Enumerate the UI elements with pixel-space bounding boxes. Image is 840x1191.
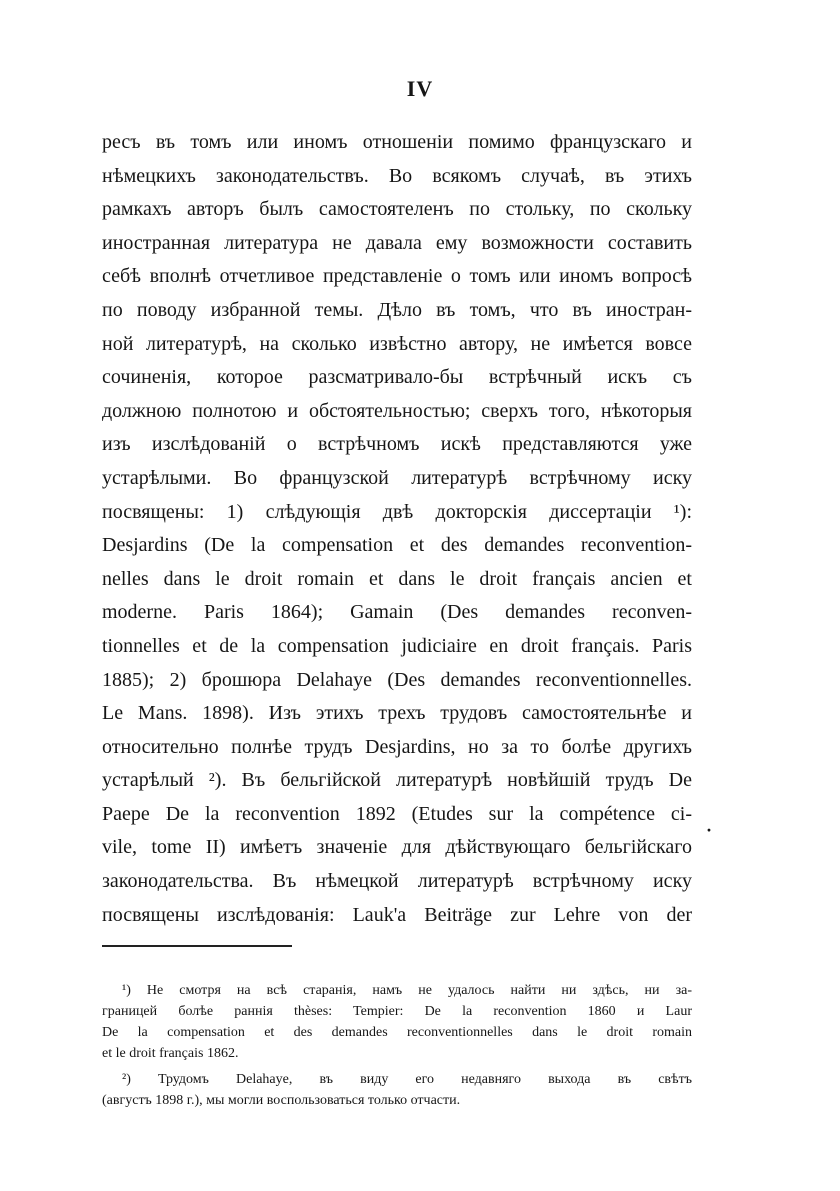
body-line: tionnelles et de la compensation judiciaire en droit français. Paris <box>102 634 692 657</box>
body-line: moderne. Paris 1864); Gamain (Des demandes reconven- <box>102 601 692 624</box>
footnote-line: De la compensation et des demandes reconventionnelles dans le droit romain <box>102 1025 692 1040</box>
body-line: 1885); 2) брошюра Delahaye (Des demandes reconventionnelles. <box>102 668 692 691</box>
footnote-line: et le droit français 1862. <box>102 1046 239 1061</box>
footnote-line: ²) Трудомъ Delahaye, въ виду его недавняго выхода въ свѣтъ <box>122 1072 692 1087</box>
body-line: Le Mans. 1898). Изъ этихъ трехъ трудовъ самостоятельнѣе и <box>102 702 692 725</box>
footnote <box>102 980 692 1064</box>
footnote <box>102 1069 692 1111</box>
body-text <box>102 126 692 932</box>
body-line: иностранная литература не давала ему возможности составить <box>102 231 692 254</box>
margin-mark: · <box>706 820 713 840</box>
body-line: рамкахъ авторъ былъ самостоятеленъ по стольку, по скольку <box>102 198 692 221</box>
body-line: ной литературѣ, на сколько извѣстно автору, не имѣется вовсе <box>102 332 692 355</box>
body-line: посвящены: 1) слѣдующія двѣ докторскія диссертаціи ¹): <box>102 500 692 523</box>
body-line: законодательства. Въ нѣмецкой литературѣ встрѣчному иску <box>102 870 692 893</box>
body-line: vile, tome II) имѣетъ значеніе для дѣйствующаго бельгійскаго <box>102 836 692 859</box>
body-line: относительно полнѣе трудъ Desjardins, но за то болѣе другихъ <box>102 735 692 758</box>
body-line: ресъ въ томъ или иномъ отношеніи помимо французскаго и <box>102 131 692 153</box>
body-line: себѣ вполнѣ отчетливое представленіе о томъ или иномъ вопросѣ <box>102 265 692 288</box>
body-line: по поводу избранной темы. Дѣло въ томъ, что въ иностран- <box>102 298 692 321</box>
footnote-line: границей болѣе раннія thèses: Tempier: De la reconvention 1860 и Laur <box>102 1004 692 1019</box>
body-line: изъ изслѣдованій о встрѣчномъ искѣ представляются уже <box>102 433 692 456</box>
body-line: посвящены изслѣдованія: Lauk'a Beiträge zur Lehre von der <box>102 903 692 926</box>
body-line: нѣмецкихъ законодательствъ. Во всякомъ случаѣ, въ этихъ <box>102 164 692 187</box>
footnote-divider <box>102 945 292 947</box>
body-line: Desjardins (De la compensation et des demandes reconvention- <box>102 534 692 557</box>
body-line: должною полнотою и обстоятельностью; сверхъ того, нѣкоторыя <box>102 399 692 422</box>
footnote-line: ¹) Не смотря на всѣ старанія, намъ не удалось найти ни здѣсь, ни за- <box>122 983 692 998</box>
body-line: Paepe De la reconvention 1892 (Etudes sur la compétence ci- <box>102 802 692 825</box>
body-line: устарѣлый ²). Въ бельгійской литературѣ новѣйшій трудъ De <box>102 769 692 792</box>
body-line: устарѣлыми. Во французской литературѣ встрѣчному иску <box>102 466 692 489</box>
body-line: nelles dans le droit romain et dans le droit français ancien et <box>102 567 692 590</box>
footnotes <box>102 980 692 1111</box>
footnote-line: (августъ 1898 г.), мы могли воспользоваться только отчасти. <box>102 1093 461 1108</box>
body-line: сочиненія, которое разсматривало-бы встрѣчный искъ съ <box>102 366 692 389</box>
page-number: IV <box>406 76 434 101</box>
